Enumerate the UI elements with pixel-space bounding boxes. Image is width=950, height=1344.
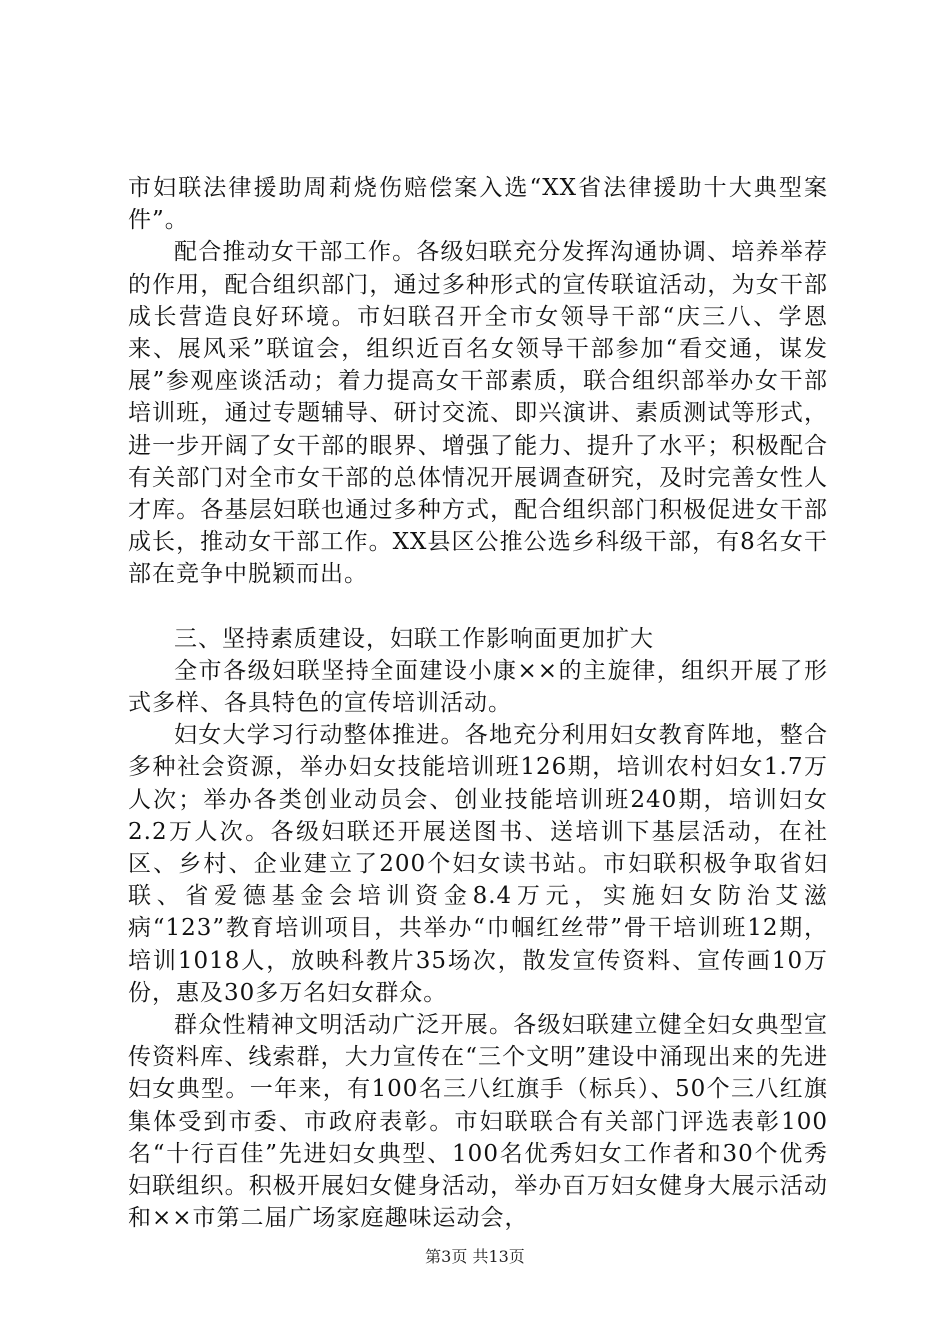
paragraph-female-cadres: 配合推动女干部工作。各级妇联充分发挥沟通协调、培养举荐的作用，配合组织部门，通过多种形式的宣传联谊活动，为女干部成长营造良好环境。市妇联召开全市女领导干部“庆三八、学恩来、展风采”联谊会，组织近百名女领导干部参加“看交通，谋发展”参观座谈活动；着力提高女干部素质，联合组织部举办女干部培训班，通过专题辅导、研讨交流、即兴演讲、素质测试等形式，进一步开阔了女干部的眼界、增强了能力、提升了水平；积极配合有关部门对全市女干部的总体情况开展调查研究，及时完善女性人才库。各基层妇联也通过多种方式，配合组织部门积极促进女干部成长，推动女干部工作。XX县区公推公选乡科级干部，有8名女干部在竞争中脱颖而出。 (128, 239, 828, 588)
document-body (128, 172, 828, 1235)
paragraph-spacer (128, 591, 828, 623)
paragraph-section-intro: 全市各级妇联坚持全面建设小康××的主旋律，组织开展了形式多样、各具特色的宣传培训活动。 (128, 657, 828, 717)
paragraph-civilization-activities: 群众性精神文明活动广泛开展。各级妇联建立健全妇女典型宣传资料库、线索群，大力宣传在“三个文明”建设中涌现出来的先进妇女典型。一年来，有100名三八红旗手（标兵）、50个三八红旗集体受到市委、市政府表彰。市妇联联合有关部门评选表彰100名“十行百佳”先进妇女典型、100名优秀妇女工作者和30个优秀妇联组织。积极开展妇女健身活动，举办百万妇女健身大展示活动和××市第二届广场家庭趣味运动会， (128, 1012, 828, 1232)
page-footer: 第3页 共13页 (425, 1247, 525, 1266)
paragraph-women-study: 妇女大学习行动整体推进。各地充分利用妇女教育阵地，整合多种社会资源，举办妇女技能培训班126期，培训农村妇女1.7万人次；举办各类创业动员会、创业技能培训班240期，培训妇女2.2万人次。各级妇联还开展送图书、送培训下基层活动，在社区、乡村、企业建立了200个妇女读书站。市妇联积极争取省妇联、省爱德基金会培训资金8.4万元，实施妇女防治艾滋病“123”教育培训项目，共举办“巾帼红丝带”骨干培训班12期，培训1018人，放映科教片35场次，散发宣传资料、宣传画10万份，惠及30多万名妇女群众。 (128, 722, 828, 1006)
section-heading: 三、坚持素质建设，妇联工作影响面更加扩大 (174, 625, 654, 652)
paragraph-continuation: 市妇联法律援助周莉烧伤赔偿案入选“XX省法律援助十大典型案件”。 (128, 175, 828, 234)
